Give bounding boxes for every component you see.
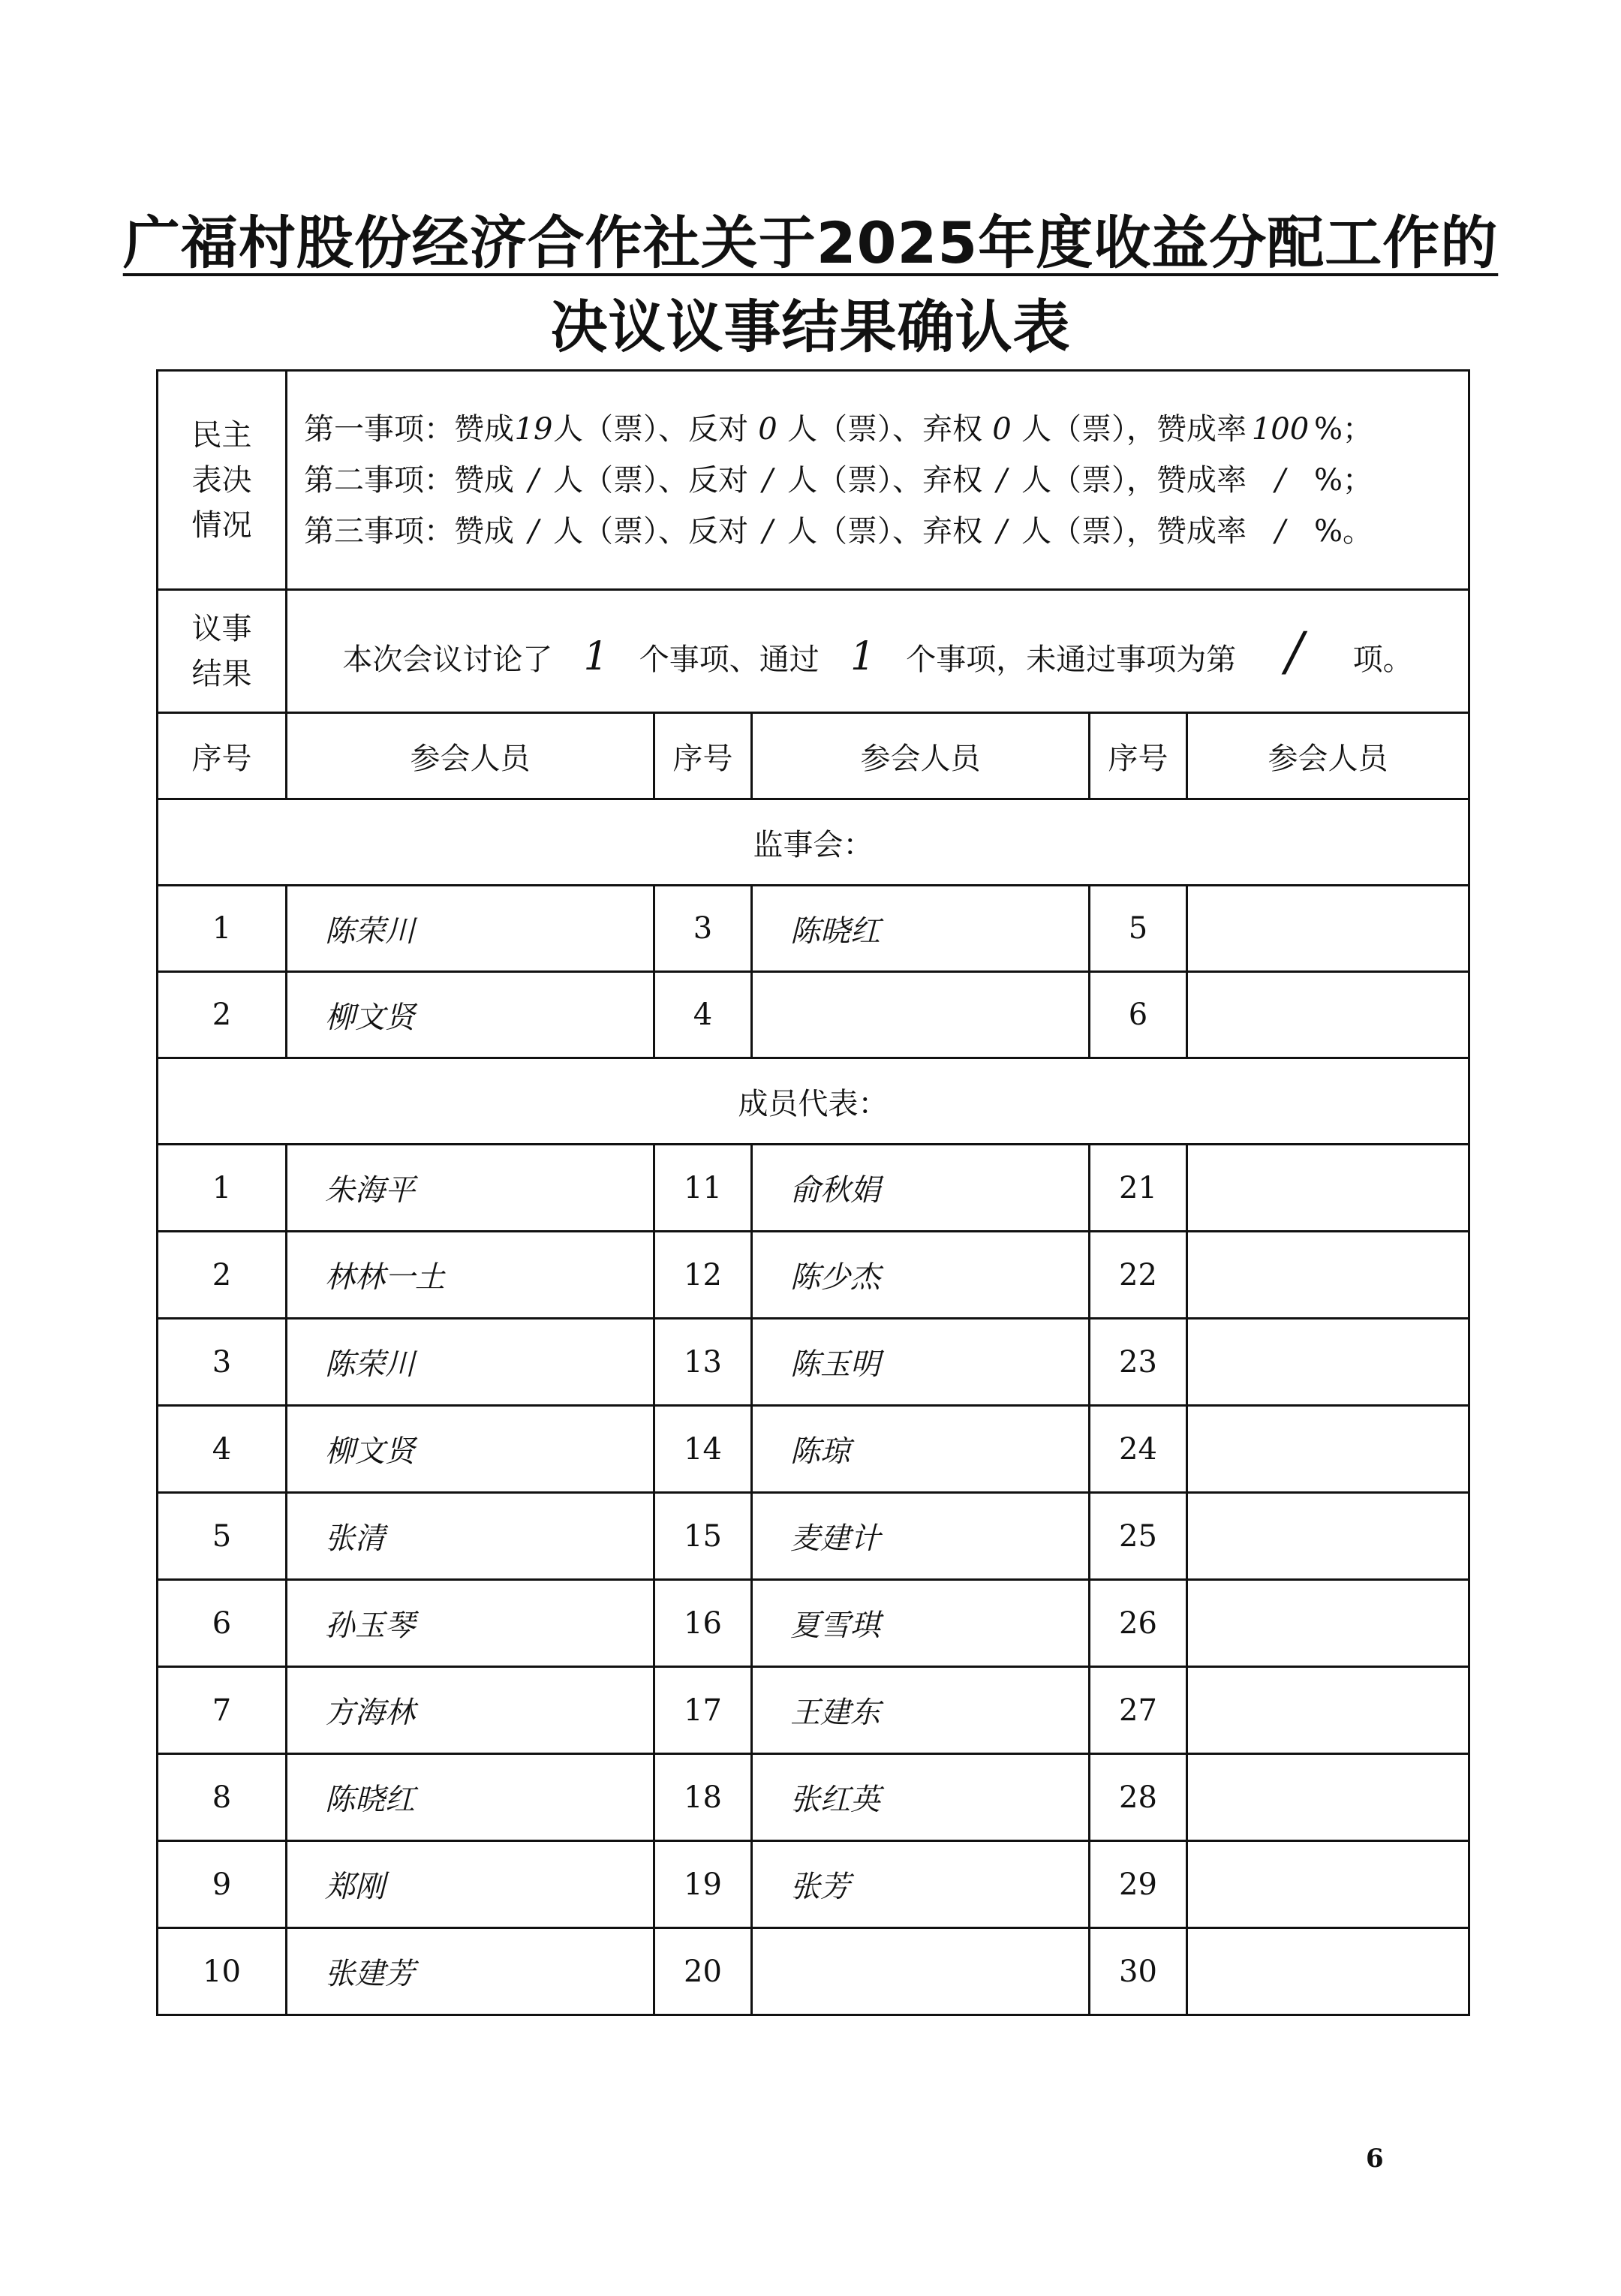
seq-cell: 22	[1090, 1232, 1187, 1319]
signature-cell	[752, 972, 1090, 1058]
table-row	[158, 1232, 1469, 1319]
table-row	[158, 1493, 1469, 1580]
result-detail-cell: 本次会议讨论了 1 个事项、通过 1 个事项，未通过事项为第 / 项。	[287, 590, 1469, 713]
table-row	[158, 1667, 1469, 1754]
signature-cell	[1187, 886, 1469, 972]
signature-cell: 俞秋娟	[752, 1145, 1090, 1232]
seq-cell: 19	[654, 1841, 752, 1928]
members-label: 成员代表：	[158, 1058, 1469, 1145]
vote2-for-value: /	[528, 462, 539, 498]
signature-cell	[1187, 1319, 1469, 1406]
seq-cell: 15	[654, 1493, 752, 1580]
seq-cell: 1	[158, 1145, 287, 1232]
header-member-3: 参会人员	[1187, 713, 1469, 799]
signature-cell: 方海林	[287, 1667, 654, 1754]
vote2-abstain-value: /	[997, 462, 1007, 498]
signature-cell: 张清	[287, 1493, 654, 1580]
vote3-against-value: /	[762, 513, 773, 549]
signature-cell: 柳文贤	[287, 972, 654, 1058]
table-row	[158, 1754, 1469, 1841]
vote-item-1: 第一事项：赞成19人（票）、反对 0 人（票）、弃权 0 人（票），赞成率 100 %；	[304, 404, 1468, 455]
seq-cell: 3	[158, 1319, 287, 1406]
vote2-against-value: /	[762, 462, 773, 498]
vote3-rate-value: /	[1275, 513, 1286, 549]
seq-cell: 4	[158, 1406, 287, 1493]
table-row	[158, 1406, 1469, 1493]
signature-cell	[752, 1928, 1090, 2015]
table-row	[158, 1928, 1469, 2015]
signature-cell	[1187, 1406, 1469, 1493]
signature-cell	[1187, 972, 1469, 1058]
result-row	[158, 590, 1469, 713]
vote-row	[158, 371, 1469, 590]
vote-label-cell	[158, 371, 287, 590]
vote3-abstain-value: /	[997, 513, 1007, 549]
seq-cell: 27	[1090, 1667, 1187, 1754]
page-number: 6	[1366, 2144, 1384, 2174]
signature-cell: 王建东	[752, 1667, 1090, 1754]
header-seq-1: 序号	[158, 713, 287, 799]
signature-cell: 张建芳	[287, 1928, 654, 2015]
vote1-for-value: 19	[514, 411, 553, 447]
header-member-2: 参会人员	[752, 713, 1090, 799]
members-section-row	[158, 1058, 1469, 1145]
result-label: 议事结果	[191, 611, 252, 691]
seq-cell: 12	[654, 1232, 752, 1319]
seq-cell: 9	[158, 1841, 287, 1928]
header-row	[158, 713, 1469, 799]
confirmation-table	[156, 369, 1470, 2016]
signature-cell	[1187, 1667, 1469, 1754]
seq-cell: 4	[654, 972, 752, 1058]
supervisors-section-row	[158, 799, 1469, 886]
seq-cell: 30	[1090, 1928, 1187, 2015]
document-title-line2	[0, 293, 1621, 360]
discussed-count: 1	[583, 633, 609, 679]
seq-cell: 7	[158, 1667, 287, 1754]
seq-cell: 1	[158, 886, 287, 972]
header-seq-2: 序号	[654, 713, 752, 799]
title-line2-text: 决议议事结果确认表	[550, 293, 1071, 360]
table-row	[158, 886, 1469, 972]
signature-cell: 陈荣川	[287, 1319, 654, 1406]
vote3-for-value: /	[528, 513, 539, 549]
signature-cell	[1187, 1754, 1469, 1841]
supervisors-label: 监事会：	[158, 799, 1469, 886]
seq-cell: 29	[1090, 1841, 1187, 1928]
seq-cell: 25	[1090, 1493, 1187, 1580]
signature-cell	[1187, 1232, 1469, 1319]
seq-cell: 18	[654, 1754, 752, 1841]
vote-item-2: 第二事项：赞成 / 人（票）、反对 / 人（票）、弃权 / 人（票），赞成率 / %；	[304, 455, 1468, 506]
header-member-1: 参会人员	[287, 713, 654, 799]
document-title-line1	[0, 209, 1621, 276]
signature-cell: 陈玉明	[752, 1319, 1090, 1406]
seq-cell: 17	[654, 1667, 752, 1754]
failed-item: /	[1286, 620, 1304, 682]
seq-cell: 16	[654, 1580, 752, 1667]
member-rows	[158, 1145, 1469, 2015]
signature-cell: 张红英	[752, 1754, 1090, 1841]
signature-cell: 柳文贤	[287, 1406, 654, 1493]
vote1-abstain-value: 0	[992, 411, 1012, 447]
seq-cell: 24	[1090, 1406, 1187, 1493]
signature-cell: 夏雪琪	[752, 1580, 1090, 1667]
seq-cell: 20	[654, 1928, 752, 2015]
vote-item-3: 第三事项：赞成 / 人（票）、反对 / 人（票）、弃权 / 人（票），赞成率 / %。	[304, 506, 1468, 557]
signature-cell: 郑刚	[287, 1841, 654, 1928]
seq-cell: 6	[158, 1580, 287, 1667]
title-line1-text: 广福村股份经济合作社关于2025年度收益分配工作的	[122, 209, 1499, 276]
signature-cell: 麦建计	[752, 1493, 1090, 1580]
signature-cell: 陈少杰	[752, 1232, 1090, 1319]
seq-cell: 2	[158, 1232, 287, 1319]
seq-cell: 26	[1090, 1580, 1187, 1667]
table-row	[158, 972, 1469, 1058]
signature-cell	[1187, 1580, 1469, 1667]
vote1-rate-value: 100	[1251, 411, 1310, 447]
table-row	[158, 1319, 1469, 1406]
passed-count: 1	[850, 633, 876, 679]
seq-cell: 13	[654, 1319, 752, 1406]
vote2-rate-value: /	[1275, 462, 1286, 498]
signature-cell: 张芳	[752, 1841, 1090, 1928]
seq-cell: 3	[654, 886, 752, 972]
table-row	[158, 1841, 1469, 1928]
signature-cell	[1187, 1928, 1469, 2015]
seq-cell: 23	[1090, 1319, 1187, 1406]
signature-cell: 陈晓红	[752, 886, 1090, 972]
seq-cell: 8	[158, 1754, 287, 1841]
seq-cell: 5	[158, 1493, 287, 1580]
signature-cell: 陈荣川	[287, 886, 654, 972]
header-seq-3: 序号	[1090, 713, 1187, 799]
signature-cell: 孙玉琴	[287, 1580, 654, 1667]
seq-cell: 14	[654, 1406, 752, 1493]
signature-cell	[1187, 1841, 1469, 1928]
vote-detail-cell	[287, 371, 1469, 590]
vote1-against-value: 0	[758, 411, 777, 447]
signature-cell: 陈晓红	[287, 1754, 654, 1841]
signature-cell: 林林一土	[287, 1232, 654, 1319]
seq-cell: 11	[654, 1145, 752, 1232]
seq-cell: 10	[158, 1928, 287, 2015]
signature-cell	[1187, 1145, 1469, 1232]
result-label-cell	[158, 590, 287, 713]
seq-cell: 21	[1090, 1145, 1187, 1232]
seq-cell: 28	[1090, 1754, 1187, 1841]
table-row	[158, 1145, 1469, 1232]
seq-cell: 6	[1090, 972, 1187, 1058]
table-row	[158, 1580, 1469, 1667]
signature-cell: 朱海平	[287, 1145, 654, 1232]
seq-cell: 2	[158, 972, 287, 1058]
signature-cell: 陈琼	[752, 1406, 1090, 1493]
signature-cell	[1187, 1493, 1469, 1580]
seq-cell: 5	[1090, 886, 1187, 972]
vote-label: 民主表决情况	[191, 417, 252, 543]
